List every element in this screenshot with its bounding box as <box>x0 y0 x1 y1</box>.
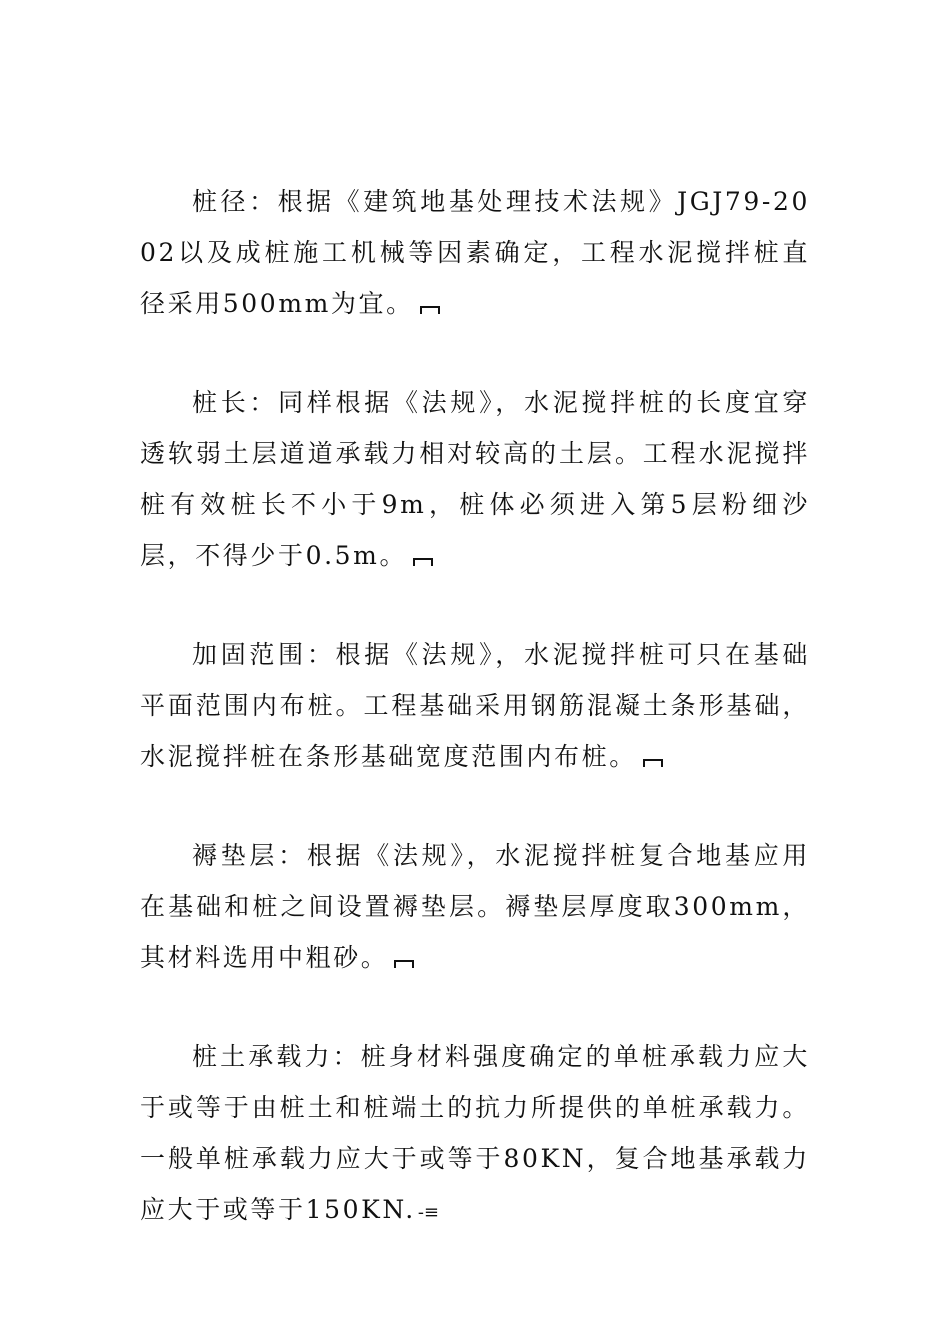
paragraph-pile-diameter <box>140 176 810 329</box>
paragraph-pile-length <box>140 377 810 581</box>
document-page <box>140 176 810 1286</box>
paragraph-text: 桩土承载力：桩身材料强度确定的单桩承载力应大于或等于由桩土和桩端土的抗力所提供的单桩承载力。一般单桩承载力应大于或等于80KN，复合地基承载力应大于或等于150KN. <box>140 1042 810 1224</box>
paragraph-text: 桩径：根据《建筑地基处理技术法规》JGJ79-2002以及成桩施工机械等因素确定，工程水泥搅拌桩直径采用500mm为宜。 <box>140 187 810 318</box>
paragraph-reinforcement-range <box>140 629 810 782</box>
paragraph-mark-icon <box>413 558 433 566</box>
paragraph-cushion-layer <box>140 830 810 983</box>
paragraph-mark-icon <box>643 759 663 767</box>
paragraph-text: 桩长：同样根据《法规》，水泥搅拌桩的长度宜穿透软弱土层道道承载力相对较高的土层。工程水泥搅拌桩有效桩长不小于9m，桩体必须进入第5层粉细沙层，不得少于0.5m。 <box>140 388 810 570</box>
paragraph-text: 褥垫层：根据《法规》，水泥搅拌桩复合地基应用在基础和桩之间设置褥垫层。褥垫层厚度取300mm，其材料选用中粗砂。 <box>140 841 810 972</box>
paragraph-bearing-capacity <box>140 1031 810 1238</box>
end-mark-icon: -≡ <box>417 1202 439 1223</box>
paragraph-mark-icon <box>394 960 414 968</box>
paragraph-text: 加固范围：根据《法规》，水泥搅拌桩可只在基础平面范围内布桩。工程基础采用钢筋混凝土条形基础，水泥搅拌桩在条形基础宽度范围内布桩。 <box>140 640 810 771</box>
paragraph-mark-icon <box>420 306 440 314</box>
